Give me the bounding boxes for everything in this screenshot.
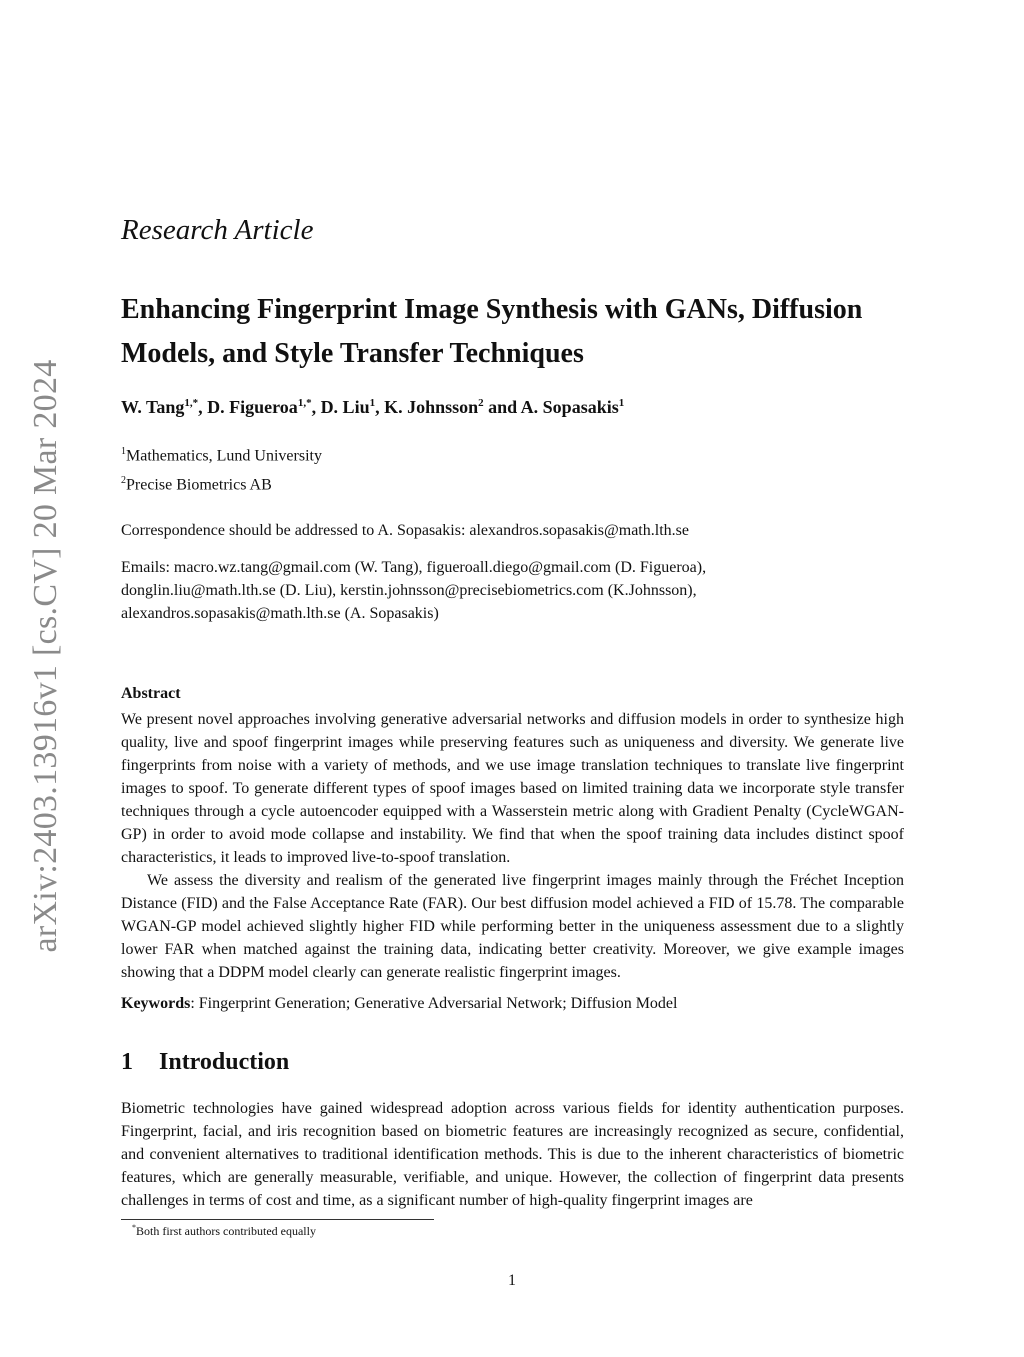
page-number: 1 bbox=[508, 1272, 516, 1289]
author-list bbox=[121, 397, 904, 418]
footnote-mark: * bbox=[132, 1223, 136, 1232]
arxiv-identifier-text: arXiv:2403.13916v1 [cs.CV] 20 Mar 2024 bbox=[27, 359, 64, 953]
affiliation-mark: 1 bbox=[121, 446, 126, 457]
introduction-paragraph: Biometric technologies have gained widespread adoption across various fields for identity authentication purposes. Fingerprint, facial, and iris recognition based on biometric features are increasingly recognized as secure, confidential, and convenient alternatives to traditional identification methods. This is due to the inherent characteristics of biometric features, which are generally measurable, verifiable, and unique. However, the collection of fingerprint data presents challenges in terms of cost and time, as a significant number of high-quality fingerprint images are bbox=[121, 1100, 904, 1209]
author-name: K. Johnsson bbox=[384, 397, 479, 417]
emails-line: donglin.liu@math.lth.se (D. Liu), kerstin.johnsson@precisebiometrics.com (K.Johnsson), bbox=[121, 582, 697, 599]
abstract-paragraph: We assess the diversity and realism of the generated live fingerprint images mainly through the Fréchet Inception Distance (FID) and the False Acceptance Rate (FAR). Our best diffusion model achieved a FID of 15.78. The comparable WGAN-GP model achieved slightly higher FID while performing better in the uniqueness assessment due to a slightly lower FAR when matched against the training data, indicating better creativity. Moreover, we give example images showing that a DDPM model clearly can generate realistic fingerprint images. bbox=[121, 872, 904, 981]
emails-line: alexandros.sopasakis@math.lth.se (A. Sopasakis) bbox=[121, 605, 439, 622]
author-separator: , bbox=[375, 397, 385, 417]
paper-title: Enhancing Fingerprint Image Synthesis with GANs, Diffusion Models, and Style Transfer Techniques bbox=[121, 294, 863, 369]
affiliation bbox=[121, 475, 904, 494]
author-separator: and bbox=[483, 397, 521, 417]
abstract-paragraph: We present novel approaches involving generative adversarial networks and diffusion models in order to synthesize high quality, live and spoof fingerprint images while preserving features such as uniqueness and diversity. We generate live fingerprints from noise with a variety of methods, and we use image translation techniques to translate live fingerprint images to spoof. To generate different types of spoof images based on limited training data we incorporate style transfer techniques through a cycle autoencoder equipped with a Wasserstein metric along with Gradient Penalty (CycleWGAN-GP) in order to avoid mode collapse and instability. We find that when the spoof training data includes distinct spoof characteristics, it leads to improved live-to-spoof translation. bbox=[121, 711, 904, 866]
affiliation bbox=[121, 446, 904, 465]
footnote-text: Both first authors contributed equally bbox=[136, 1224, 316, 1238]
section-title: Introduction bbox=[159, 1049, 290, 1075]
author-affiliation-mark: 2 bbox=[478, 397, 484, 409]
author-affiliation-mark: 1,* bbox=[297, 397, 312, 409]
footnote bbox=[132, 1223, 915, 1239]
section-heading bbox=[121, 1049, 904, 1076]
article-type: Research Article bbox=[121, 214, 314, 246]
correspondence: Correspondence should be addressed to A. Sopasakis: alexandros.sopasakis@math.lth.se bbox=[121, 522, 689, 539]
section-number: 1 bbox=[121, 1049, 133, 1075]
affiliation-text: Precise Biometrics AB bbox=[126, 476, 272, 494]
author-separator: , bbox=[311, 397, 321, 417]
author-name: D. Figueroa bbox=[207, 397, 298, 417]
footnote-rule bbox=[121, 1219, 434, 1220]
author-affiliation-mark: 1,* bbox=[184, 397, 199, 409]
emails bbox=[121, 556, 904, 625]
keywords bbox=[121, 995, 904, 1013]
emails-line: Emails: macro.wz.tang@gmail.com (W. Tang), figueroall.diego@gmail.com (D. Figueroa), bbox=[121, 559, 707, 576]
abstract-body bbox=[121, 708, 904, 984]
introduction-body bbox=[121, 1097, 904, 1212]
author-name: D. Liu bbox=[320, 397, 370, 417]
keywords-label: Keywords bbox=[121, 995, 191, 1012]
author-affiliation-mark: 1 bbox=[618, 397, 625, 409]
affiliation-text: Mathematics, Lund University bbox=[126, 447, 322, 465]
keywords-text: : Fingerprint Generation; Generative Adversarial Network; Diffusion Model bbox=[190, 995, 678, 1012]
abstract-heading: Abstract bbox=[121, 685, 181, 702]
author-affiliation-mark: 1 bbox=[369, 397, 376, 409]
author-name: A. Sopasakis bbox=[520, 397, 619, 417]
author-separator: , bbox=[198, 397, 208, 417]
author-name: W. Tang bbox=[121, 397, 185, 417]
arxiv-identifier bbox=[26, 352, 66, 960]
affiliation-mark: 2 bbox=[121, 475, 126, 486]
